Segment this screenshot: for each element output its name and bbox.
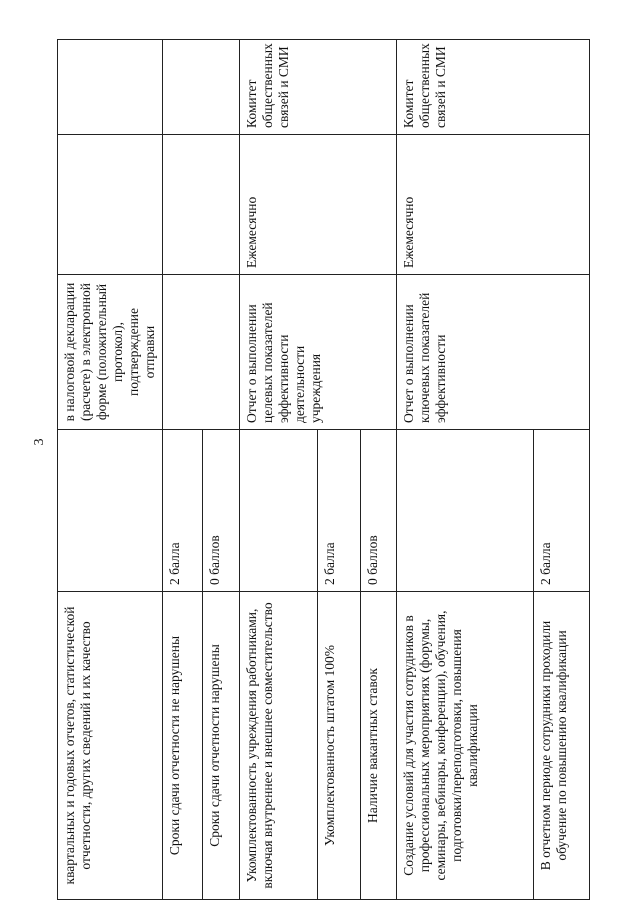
points-cell bbox=[397, 430, 534, 592]
points-cell: 2 балла bbox=[318, 430, 361, 592]
period-cell bbox=[58, 135, 163, 275]
document-cell: Отчет о выполнении целевых показателей эффективности деятельности учреждения bbox=[240, 275, 397, 430]
points-cell bbox=[240, 430, 318, 592]
document-cell: Отчет о выполнении ключевых показателей эффективности bbox=[397, 275, 590, 430]
period-cell bbox=[163, 135, 240, 275]
document-cell: в налоговой декларации (расчете) в электронной форме (положительный протокол), подтверждение отправки bbox=[58, 275, 163, 430]
responsible-cell bbox=[163, 40, 240, 135]
indicator-cell: Создание условий для участия сотрудников в профессиональных мероприятиях (форумы, семинары, вебинары, конференции), обучения, подготовки/переподготовки, повышения квалификации bbox=[397, 592, 534, 900]
period-cell: Ежемесячно bbox=[397, 135, 590, 275]
responsible-cell bbox=[58, 40, 163, 135]
criterion-cell: Сроки сдачи отчетности не нарушены bbox=[163, 592, 203, 900]
table-row bbox=[163, 40, 203, 900]
points-cell: 0 баллов bbox=[203, 430, 240, 592]
criterion-cell: Сроки сдачи отчетности нарушены bbox=[203, 592, 240, 900]
points-cell: 2 балла bbox=[163, 430, 203, 592]
criterion-cell: Укомплектованность штатом 100% bbox=[318, 592, 361, 900]
table-row bbox=[58, 40, 163, 900]
kpi-table bbox=[57, 39, 590, 900]
page-number: 3 bbox=[32, 438, 47, 446]
indicator-cell: квартальных и годовых отчетов, статистической отчетности, других сведений и их качество bbox=[58, 592, 163, 900]
criterion-cell: Наличие вакантных ставок bbox=[361, 592, 397, 900]
indicator-cell: Укомплектованность учреждения работниками, включая внутреннее и внешнее совместительство bbox=[240, 592, 318, 900]
points-cell bbox=[58, 430, 163, 592]
table-row bbox=[240, 40, 318, 900]
table-row bbox=[397, 40, 534, 900]
points-cell: 0 баллов bbox=[361, 430, 397, 592]
period-cell: Ежемесячно bbox=[240, 135, 397, 275]
responsible-cell: Комитет общественных связей и СМИ bbox=[240, 40, 397, 135]
points-cell: 2 балла bbox=[534, 430, 590, 592]
criterion-cell: В отчетном периоде сотрудники проходили обучение по повышению квалификации bbox=[534, 592, 590, 900]
document-cell bbox=[163, 275, 240, 430]
responsible-cell: Комитет общественных связей и СМИ bbox=[397, 40, 590, 135]
rotated-table-container bbox=[57, 40, 585, 900]
